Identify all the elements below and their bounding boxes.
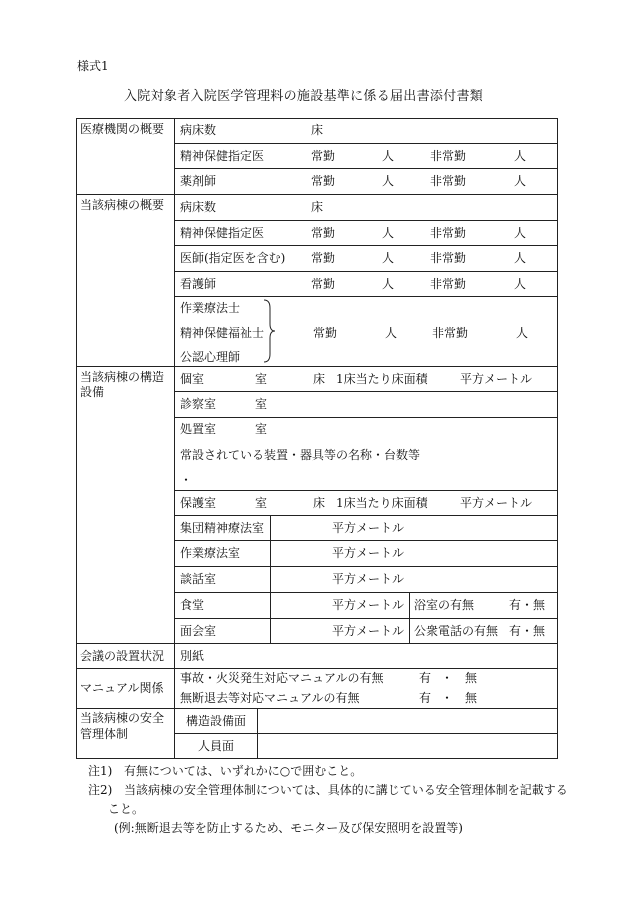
seclusion-room-label: 保護室 — [180, 496, 217, 510]
ward-psychiatrist-parttime: 非常勤 — [430, 226, 467, 240]
ward-nurse-label: 看護師 — [180, 277, 217, 291]
ward-psychiatrist-ft-person: 人 — [382, 226, 395, 240]
note1-mark: 注1) — [88, 764, 113, 778]
escape-manual-dot: ・ — [441, 691, 454, 705]
private-room-label: 個室 — [180, 372, 205, 386]
brace-icon — [262, 298, 276, 364]
accident-manual-dot: ・ — [441, 671, 454, 685]
phone-presence-yes-no: 有・無 — [509, 624, 546, 638]
section-label-structure-2: 設備 — [80, 385, 105, 399]
seclusion-room-area-label: 1床当たり床面積 — [336, 496, 428, 510]
section-label-safety-1: 当該病棟の安全 — [80, 711, 165, 725]
seclusion-room-unit: 室 — [255, 496, 268, 510]
treatment-room-unit: 室 — [255, 422, 268, 436]
ward-doctor-pt-person: 人 — [514, 251, 527, 265]
ward-other-pt-person: 人 — [516, 326, 529, 340]
overview-psychiatrist-ft-person: 人 — [382, 149, 395, 163]
ward-nurse-parttime: 非常勤 — [430, 277, 467, 291]
ward-other-ft-person: 人 — [385, 326, 398, 340]
phone-presence-label: 公衆電話の有無 — [414, 624, 499, 638]
lounge-sqm: 平方メートル — [332, 572, 405, 586]
overview-pharmacist-fulltime: 常勤 — [311, 174, 336, 188]
escape-manual-label: 無断退去等対応マニュアルの有無 — [180, 691, 360, 705]
note2-text-line1: 当該病棟の安全管理体制については、具体的に講じている安全管理体制を記載する — [124, 783, 568, 797]
meeting-value: 別紙 — [180, 649, 205, 663]
section-label-structure-1: 当該病棟の構造 — [80, 370, 165, 384]
note2-text-line2: こと。 — [108, 802, 145, 816]
ward-psw-label: 精神保健福祉士 — [180, 326, 265, 340]
visiting-room-sqm: 平方メートル — [332, 624, 405, 638]
private-room-unit: 室 — [255, 372, 268, 386]
accident-manual-label: 事故・火災発生対応マニュアルの有無 — [180, 671, 384, 685]
bath-presence-label: 浴室の有無 — [414, 598, 475, 612]
page-title: 入院対象者入院医学管理料の施設基準に係る届出書添付書類 — [124, 89, 484, 104]
ward-psychiatrist-fulltime: 常勤 — [311, 226, 336, 240]
exam-room-label: 診察室 — [180, 397, 217, 411]
ward-psych-label: 公認心理師 — [180, 350, 241, 364]
overview-pharmacist-pt-person: 人 — [514, 174, 527, 188]
dining-sqm: 平方メートル — [332, 598, 405, 612]
overview-psychiatrist-pt-person: 人 — [514, 149, 527, 163]
safety-staff-label: 人員面 — [198, 739, 235, 753]
ward-doctor-fulltime: 常勤 — [311, 251, 336, 265]
overview-pharmacist-ft-person: 人 — [382, 174, 395, 188]
ward-beds-unit: 床 — [311, 200, 324, 214]
seclusion-room-sqm: 平方メートル — [460, 496, 533, 510]
ot-room-label: 作業療法室 — [180, 546, 241, 560]
group-therapy-room-label: 集団精神療法室 — [180, 521, 265, 535]
ward-other-parttime: 非常勤 — [432, 326, 469, 340]
ward-doctor-ft-person: 人 — [382, 251, 395, 265]
section-label-safety-2: 管理体制 — [80, 727, 129, 741]
section-label-meeting: 会議の設置状況 — [80, 649, 165, 663]
overview-psychiatrist-label: 精神保健指定医 — [180, 149, 265, 163]
ward-psychiatrist-label: 精神保健指定医 — [180, 226, 265, 240]
ot-room-sqm: 平方メートル — [332, 546, 405, 560]
private-room-sqm: 平方メートル — [460, 372, 533, 386]
safety-structure-label: 構造設備面 — [186, 714, 247, 728]
ward-beds-label: 病床数 — [180, 200, 217, 214]
overview-psychiatrist-fulltime: 常勤 — [311, 149, 336, 163]
ward-ot-label: 作業療法士 — [180, 301, 241, 315]
equipment-bullet: ・ — [180, 473, 193, 487]
section-label-ward: 当該病棟の概要 — [80, 198, 165, 212]
overview-pharmacist-label: 薬剤師 — [180, 174, 217, 188]
seclusion-room-bed-unit: 床 — [313, 496, 326, 510]
note1-text: 有無については、いずれかに○で囲むこと。 — [124, 764, 363, 778]
private-room-area-label: 1床当たり床面積 — [336, 372, 428, 386]
visiting-room-label: 面会室 — [180, 624, 217, 638]
form-number: 様式1 — [77, 59, 109, 73]
overview-pharmacist-parttime: 非常勤 — [430, 174, 467, 188]
ward-nurse-pt-person: 人 — [514, 277, 527, 291]
overview-beds-unit: 床 — [311, 123, 324, 137]
ward-doctor-label: 医師(指定医を含む) — [180, 251, 286, 265]
escape-manual-yes: 有 — [419, 691, 432, 705]
note2-example: (例:無断退去等を防止するため、モニター及び保安照明を設置等) — [114, 821, 463, 835]
treatment-room-label: 処置室 — [180, 422, 217, 436]
ward-psychiatrist-pt-person: 人 — [514, 226, 527, 240]
lounge-label: 談話室 — [180, 572, 217, 586]
ward-other-fulltime: 常勤 — [313, 326, 338, 340]
bath-presence-yes-no: 有・無 — [509, 598, 546, 612]
overview-beds-label: 病床数 — [180, 123, 217, 137]
equipment-note: 常設されている装置・器具等の名称・台数等 — [180, 448, 421, 462]
overview-psychiatrist-parttime: 非常勤 — [430, 149, 467, 163]
exam-room-unit: 室 — [255, 397, 268, 411]
ward-nurse-ft-person: 人 — [382, 277, 395, 291]
private-room-bed-unit: 床 — [313, 372, 326, 386]
dining-label: 食堂 — [180, 598, 205, 612]
accident-manual-yes: 有 — [419, 671, 432, 685]
ward-nurse-fulltime: 常勤 — [311, 277, 336, 291]
ward-doctor-parttime: 非常勤 — [430, 251, 467, 265]
section-label-manual: マニュアル関係 — [80, 681, 164, 695]
section-label-overview: 医療機関の概要 — [80, 122, 165, 136]
note2-mark: 注2) — [88, 783, 113, 797]
accident-manual-no: 無 — [465, 671, 478, 685]
escape-manual-no: 無 — [465, 691, 478, 705]
group-therapy-room-sqm: 平方メートル — [332, 521, 405, 535]
